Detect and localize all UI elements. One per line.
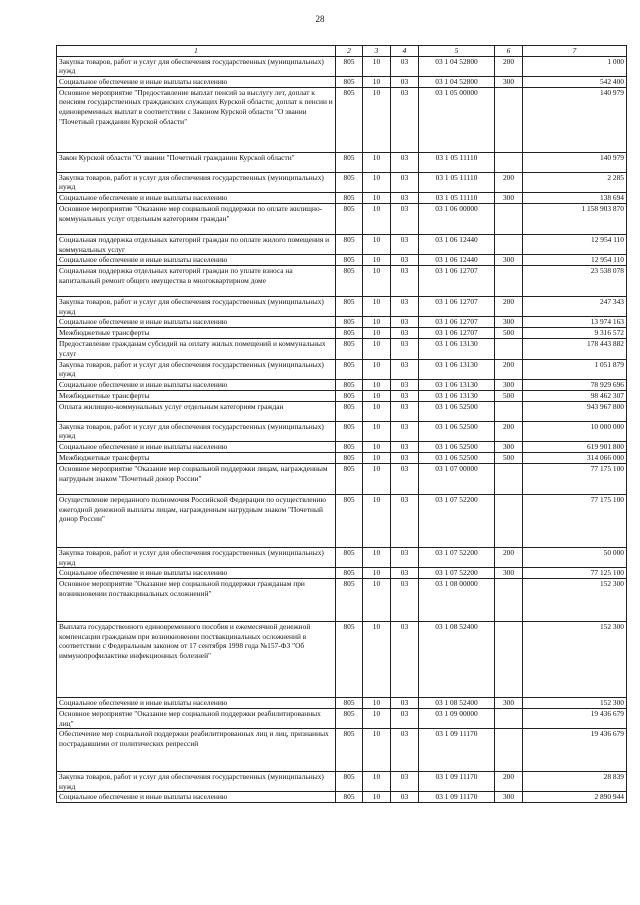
header-row	[57, 46, 627, 57]
cell-target-code: 03 1 06 52500	[419, 441, 495, 452]
cell-amount: 152 300	[523, 579, 627, 622]
cell-subsection: 03	[391, 152, 419, 172]
cell-amount: 1 000	[523, 56, 627, 76]
cell-subsection: 03	[391, 266, 419, 297]
cell-subsection: 03	[391, 452, 419, 463]
cell-subsection: 03	[391, 192, 419, 203]
cell-name: Социальное обеспечение и иные выплаты населению	[57, 76, 336, 87]
cell-amount: 98 462 307	[523, 390, 627, 401]
cell-section: 10	[363, 297, 391, 317]
cell-section: 10	[363, 76, 391, 87]
cell-subsection: 03	[391, 441, 419, 452]
cell-amount: 77 175 100	[523, 494, 627, 547]
cell-section: 10	[363, 172, 391, 192]
cell-amount: 314 066 000	[523, 452, 627, 463]
cell-name: Социальное обеспечение и иные выплаты населению	[57, 255, 336, 266]
cell-amount: 943 967 800	[523, 401, 627, 421]
cell-amount: 50 000	[523, 547, 627, 567]
cell-target-code: 03 1 06 12707	[419, 317, 495, 328]
cell-expense-type	[495, 709, 523, 729]
cell-name: Основное мероприятие "Оказание мер социальной поддержки лицам, награжденным нагрудным знаком "Почетный донор России"	[57, 463, 336, 494]
cell-chapter: 805	[336, 547, 363, 567]
cell-section: 10	[363, 339, 391, 359]
cell-section: 10	[363, 568, 391, 579]
cell-target-code: 03 1 07 52200	[419, 547, 495, 567]
table-row	[57, 359, 627, 379]
cell-name: Основное мероприятие "Оказание мер социальной поддержки гражданам при возникновении поствакцинальных осложнений"	[57, 579, 336, 622]
cell-subsection: 03	[391, 255, 419, 266]
cell-name: Осуществление переданного полномочия Российской Федерации по осуществлению ежегодной денежной выплаты лицам, награжденным нагрудным знаком "Почетный донор России"	[57, 494, 336, 547]
cell-target-code: 03 1 06 12440	[419, 255, 495, 266]
cell-expense-type: 200	[495, 547, 523, 567]
cell-amount: 178 443 882	[523, 339, 627, 359]
cell-target-code: 03 1 04 52800	[419, 76, 495, 87]
cell-subsection: 03	[391, 203, 419, 234]
table-row	[57, 390, 627, 401]
cell-target-code: 03 1 06 13130	[419, 359, 495, 379]
cell-chapter: 805	[336, 203, 363, 234]
table-row	[57, 401, 627, 421]
cell-chapter: 805	[336, 579, 363, 622]
cell-amount: 1 158 903 870	[523, 203, 627, 234]
cell-chapter: 805	[336, 266, 363, 297]
cell-amount: 138 694	[523, 192, 627, 203]
cell-chapter: 805	[336, 421, 363, 441]
cell-chapter: 805	[336, 172, 363, 192]
table-row	[57, 547, 627, 567]
cell-section: 10	[363, 390, 391, 401]
cell-target-code: 03 1 09 11170	[419, 792, 495, 803]
cell-subsection: 03	[391, 622, 419, 698]
cell-target-code: 03 1 06 12440	[419, 234, 495, 254]
cell-subsection: 03	[391, 401, 419, 421]
cell-subsection: 03	[391, 772, 419, 792]
cell-section: 10	[363, 87, 391, 152]
cell-name: Закупка товаров, работ и услуг для обеспечения государственных (муниципальных) нужд	[57, 547, 336, 567]
cell-section: 10	[363, 463, 391, 494]
cell-subsection: 03	[391, 729, 419, 772]
cell-expense-type: 500	[495, 328, 523, 339]
cell-expense-type	[495, 579, 523, 622]
cell-expense-type: 300	[495, 441, 523, 452]
cell-target-code: 03 1 08 52400	[419, 698, 495, 709]
cell-chapter: 805	[336, 709, 363, 729]
header-col-4: 4	[391, 46, 419, 57]
cell-name: Обеспечение мер социальной поддержки реабилитированных лиц и лиц, признанных пострадавшими от политических репрессий	[57, 729, 336, 772]
cell-chapter: 805	[336, 379, 363, 390]
cell-subsection: 03	[391, 421, 419, 441]
cell-subsection: 03	[391, 579, 419, 622]
table-row	[57, 234, 627, 254]
cell-subsection: 03	[391, 698, 419, 709]
cell-target-code: 03 1 06 13130	[419, 379, 495, 390]
cell-chapter: 805	[336, 317, 363, 328]
cell-chapter: 805	[336, 792, 363, 803]
cell-amount: 9 316 572	[523, 328, 627, 339]
cell-expense-type: 300	[495, 792, 523, 803]
cell-amount: 77 125 100	[523, 568, 627, 579]
cell-chapter: 805	[336, 359, 363, 379]
cell-section: 10	[363, 379, 391, 390]
cell-name: Закупка товаров, работ и услуг для обеспечения государственных (муниципальных) нужд	[57, 359, 336, 379]
table-row	[57, 579, 627, 622]
cell-expense-type: 500	[495, 452, 523, 463]
table-row	[57, 192, 627, 203]
cell-subsection: 03	[391, 76, 419, 87]
table-row	[57, 709, 627, 729]
cell-expense-type	[495, 266, 523, 297]
cell-section: 10	[363, 709, 391, 729]
cell-section: 10	[363, 772, 391, 792]
table-row	[57, 379, 627, 390]
cell-name: Социальное обеспечение и иные выплаты населению	[57, 441, 336, 452]
cell-target-code: 03 1 09 11170	[419, 772, 495, 792]
cell-expense-type	[495, 729, 523, 772]
cell-chapter: 805	[336, 463, 363, 494]
table-row	[57, 452, 627, 463]
cell-chapter: 805	[336, 234, 363, 254]
cell-target-code: 03 1 05 11110	[419, 172, 495, 192]
cell-section: 10	[363, 579, 391, 622]
cell-name: Основное мероприятие "Оказание мер социальной поддержки реабилитированных лиц"	[57, 709, 336, 729]
cell-name: Закупка товаров, работ и услуг для обеспечения государственных (муниципальных) нужд	[57, 297, 336, 317]
cell-subsection: 03	[391, 463, 419, 494]
cell-name: Межбюджетные трансферты	[57, 328, 336, 339]
cell-section: 10	[363, 401, 391, 421]
cell-subsection: 03	[391, 547, 419, 567]
cell-amount: 140 979	[523, 152, 627, 172]
cell-target-code: 03 1 08 00000	[419, 579, 495, 622]
cell-chapter: 805	[336, 339, 363, 359]
header-col-1: 1	[57, 46, 336, 57]
cell-amount: 152 300	[523, 698, 627, 709]
cell-subsection: 03	[391, 297, 419, 317]
cell-name: Межбюджетные трансферты	[57, 390, 336, 401]
cell-name: Закупка товаров, работ и услуг для обеспечения государственных (муниципальных) нужд	[57, 56, 336, 76]
cell-subsection: 03	[391, 234, 419, 254]
cell-section: 10	[363, 234, 391, 254]
header-col-6: 6	[495, 46, 523, 57]
cell-name: Социальное обеспечение и иные выплаты населению	[57, 698, 336, 709]
cell-chapter: 805	[336, 255, 363, 266]
cell-target-code: 03 1 06 13130	[419, 339, 495, 359]
cell-expense-type	[495, 622, 523, 698]
cell-amount: 12 954 110	[523, 255, 627, 266]
page-number: 28	[315, 14, 325, 24]
cell-amount: 13 974 163	[523, 317, 627, 328]
cell-subsection: 03	[391, 317, 419, 328]
cell-amount: 140 979	[523, 87, 627, 152]
table-row	[57, 441, 627, 452]
cell-target-code: 03 1 06 12707	[419, 297, 495, 317]
table-row	[57, 729, 627, 772]
cell-amount: 2 285	[523, 172, 627, 192]
cell-subsection: 03	[391, 792, 419, 803]
cell-subsection: 03	[391, 494, 419, 547]
cell-amount: 28 839	[523, 772, 627, 792]
header-col-7: 7	[523, 46, 627, 57]
cell-expense-type: 300	[495, 379, 523, 390]
cell-name: Основное мероприятие "Оказание мер социальной поддержки по оплате жилищно-коммунальных услуг отдельным категориям граждан"	[57, 203, 336, 234]
cell-name: Межбюджетные трансферты	[57, 452, 336, 463]
cell-chapter: 805	[336, 494, 363, 547]
cell-expense-type: 300	[495, 317, 523, 328]
cell-subsection: 03	[391, 359, 419, 379]
cell-expense-type: 300	[495, 698, 523, 709]
cell-chapter: 805	[336, 76, 363, 87]
cell-section: 10	[363, 266, 391, 297]
cell-chapter: 805	[336, 452, 363, 463]
cell-amount: 19 436 679	[523, 709, 627, 729]
table-row	[57, 87, 627, 152]
cell-target-code: 03 1 05 11110	[419, 152, 495, 172]
cell-amount: 77 175 100	[523, 463, 627, 494]
cell-section: 10	[363, 317, 391, 328]
cell-amount: 1 051 879	[523, 359, 627, 379]
cell-section: 10	[363, 792, 391, 803]
table-row	[57, 622, 627, 698]
cell-section: 10	[363, 152, 391, 172]
cell-name: Социальная поддержка отдельных категорий граждан по уплате взноса на капитальный ремонт общего имущества в многоквартирном доме	[57, 266, 336, 297]
table-row	[57, 568, 627, 579]
cell-expense-type: 300	[495, 76, 523, 87]
cell-expense-type	[495, 152, 523, 172]
cell-expense-type	[495, 463, 523, 494]
cell-subsection: 03	[391, 172, 419, 192]
header-col-3: 3	[363, 46, 391, 57]
header-col-2: 2	[336, 46, 363, 57]
cell-amount: 12 954 110	[523, 234, 627, 254]
cell-target-code: 03 1 06 12707	[419, 328, 495, 339]
cell-expense-type: 300	[495, 568, 523, 579]
cell-section: 10	[363, 452, 391, 463]
cell-target-code: 03 1 06 12707	[419, 266, 495, 297]
cell-name: Социальная поддержка отдельных категорий граждан по оплате жилого помещения и коммунальных услуг	[57, 234, 336, 254]
cell-expense-type: 300	[495, 255, 523, 266]
cell-section: 10	[363, 359, 391, 379]
cell-amount: 542 400	[523, 76, 627, 87]
table-row	[57, 494, 627, 547]
cell-chapter: 805	[336, 698, 363, 709]
cell-expense-type	[495, 203, 523, 234]
table-row	[57, 172, 627, 192]
cell-section: 10	[363, 203, 391, 234]
cell-expense-type	[495, 234, 523, 254]
table-row	[57, 792, 627, 803]
cell-subsection: 03	[391, 568, 419, 579]
cell-name: Выплата государственного единовременного пособия и ежемесячной денежной компенсации гражданам при возникновении поствакцинальных осложнений в соответствии с Федеральным законом от 17 сентября 1998 года №157-ФЗ "Об иммунопрофилактике инфекционных болезней"	[57, 622, 336, 698]
cell-expense-type: 200	[495, 421, 523, 441]
cell-subsection: 03	[391, 328, 419, 339]
table-row	[57, 772, 627, 792]
cell-expense-type: 200	[495, 172, 523, 192]
cell-name: Социальное обеспечение и иные выплаты населению	[57, 317, 336, 328]
cell-subsection: 03	[391, 379, 419, 390]
cell-chapter: 805	[336, 772, 363, 792]
cell-chapter: 805	[336, 568, 363, 579]
table-row	[57, 328, 627, 339]
cell-target-code: 03 1 07 52200	[419, 494, 495, 547]
cell-chapter: 805	[336, 56, 363, 76]
cell-amount: 152 300	[523, 622, 627, 698]
cell-expense-type: 200	[495, 772, 523, 792]
table-row	[57, 317, 627, 328]
cell-chapter: 805	[336, 441, 363, 452]
cell-name: Социальное обеспечение и иные выплаты населению	[57, 379, 336, 390]
cell-section: 10	[363, 255, 391, 266]
cell-target-code: 03 1 09 00000	[419, 709, 495, 729]
cell-chapter: 805	[336, 328, 363, 339]
cell-target-code: 03 1 06 52500	[419, 452, 495, 463]
table-body	[57, 56, 627, 803]
cell-chapter: 805	[336, 729, 363, 772]
header-col-5: 5	[419, 46, 495, 57]
cell-target-code: 03 1 06 13130	[419, 390, 495, 401]
cell-name: Социальное обеспечение и иные выплаты населению	[57, 192, 336, 203]
cell-name: Закупка товаров, работ и услуг для обеспечения государственных (муниципальных) нужд	[57, 172, 336, 192]
cell-section: 10	[363, 729, 391, 772]
cell-section: 10	[363, 494, 391, 547]
cell-subsection: 03	[391, 56, 419, 76]
cell-amount: 19 436 679	[523, 729, 627, 772]
cell-target-code: 03 1 07 00000	[419, 463, 495, 494]
table-row	[57, 421, 627, 441]
cell-chapter: 805	[336, 152, 363, 172]
cell-target-code: 03 1 05 11110	[419, 192, 495, 203]
cell-name: Закупка товаров, работ и услуг для обеспечения государственных (муниципальных) нужд	[57, 772, 336, 792]
cell-name: Закупка товаров, работ и услуг для обеспечения государственных (муниципальных) нужд	[57, 421, 336, 441]
cell-expense-type: 200	[495, 359, 523, 379]
cell-amount: 23 538 078	[523, 266, 627, 297]
cell-expense-type	[495, 494, 523, 547]
cell-chapter: 805	[336, 192, 363, 203]
cell-name: Основное мероприятие "Предоставление выплат пенсий за выслугу лет, доплат к пенсиям государственных гражданских служащих Курской области; доплат к пенсии и единовременных выплат в соответствии с Законом Курской области "О звании "Почетный гражданин Курской области"	[57, 87, 336, 152]
budget-table	[56, 45, 627, 803]
cell-target-code: 03 1 06 52500	[419, 401, 495, 421]
cell-name: Социальное обеспечение и иные выплаты населению	[57, 792, 336, 803]
cell-target-code: 03 1 06 00000	[419, 203, 495, 234]
table-row	[57, 255, 627, 266]
cell-section: 10	[363, 192, 391, 203]
table-row	[57, 56, 627, 76]
cell-subsection: 03	[391, 339, 419, 359]
cell-section: 10	[363, 622, 391, 698]
cell-amount: 2 890 944	[523, 792, 627, 803]
cell-expense-type	[495, 339, 523, 359]
cell-expense-type: 500	[495, 390, 523, 401]
cell-section: 10	[363, 441, 391, 452]
cell-section: 10	[363, 421, 391, 441]
cell-subsection: 03	[391, 390, 419, 401]
cell-section: 10	[363, 698, 391, 709]
cell-subsection: 03	[391, 709, 419, 729]
cell-target-code: 03 1 06 52500	[419, 421, 495, 441]
cell-amount: 619 901 800	[523, 441, 627, 452]
table-row	[57, 339, 627, 359]
cell-amount: 78 929 696	[523, 379, 627, 390]
cell-expense-type	[495, 87, 523, 152]
cell-chapter: 805	[336, 297, 363, 317]
cell-chapter: 805	[336, 622, 363, 698]
table-row	[57, 297, 627, 317]
cell-expense-type: 300	[495, 192, 523, 203]
cell-section: 10	[363, 56, 391, 76]
cell-subsection: 03	[391, 87, 419, 152]
cell-name: Оплата жилищно-коммунальных услуг отдельным категориям граждан	[57, 401, 336, 421]
table-row	[57, 698, 627, 709]
cell-target-code: 03 1 05 00000	[419, 87, 495, 152]
cell-chapter: 805	[336, 401, 363, 421]
cell-expense-type	[495, 401, 523, 421]
cell-amount: 247 343	[523, 297, 627, 317]
cell-section: 10	[363, 547, 391, 567]
cell-name: Предоставление гражданам субсидий на оплату жилых помещений и коммунальных услуг	[57, 339, 336, 359]
cell-expense-type: 200	[495, 56, 523, 76]
table-row	[57, 76, 627, 87]
cell-chapter: 805	[336, 390, 363, 401]
cell-target-code: 03 1 08 52400	[419, 622, 495, 698]
cell-name: Закон Курской области "О звании "Почетный гражданин Курской области"	[57, 152, 336, 172]
cell-target-code: 03 1 09 11170	[419, 729, 495, 772]
cell-target-code: 03 1 04 52800	[419, 56, 495, 76]
cell-expense-type: 200	[495, 297, 523, 317]
table-row	[57, 152, 627, 172]
table-row	[57, 203, 627, 234]
table-row	[57, 463, 627, 494]
table-row	[57, 266, 627, 297]
cell-chapter: 805	[336, 87, 363, 152]
cell-target-code: 03 1 07 52200	[419, 568, 495, 579]
cell-amount: 10 000 000	[523, 421, 627, 441]
cell-section: 10	[363, 328, 391, 339]
cell-name: Социальное обеспечение и иные выплаты населению	[57, 568, 336, 579]
